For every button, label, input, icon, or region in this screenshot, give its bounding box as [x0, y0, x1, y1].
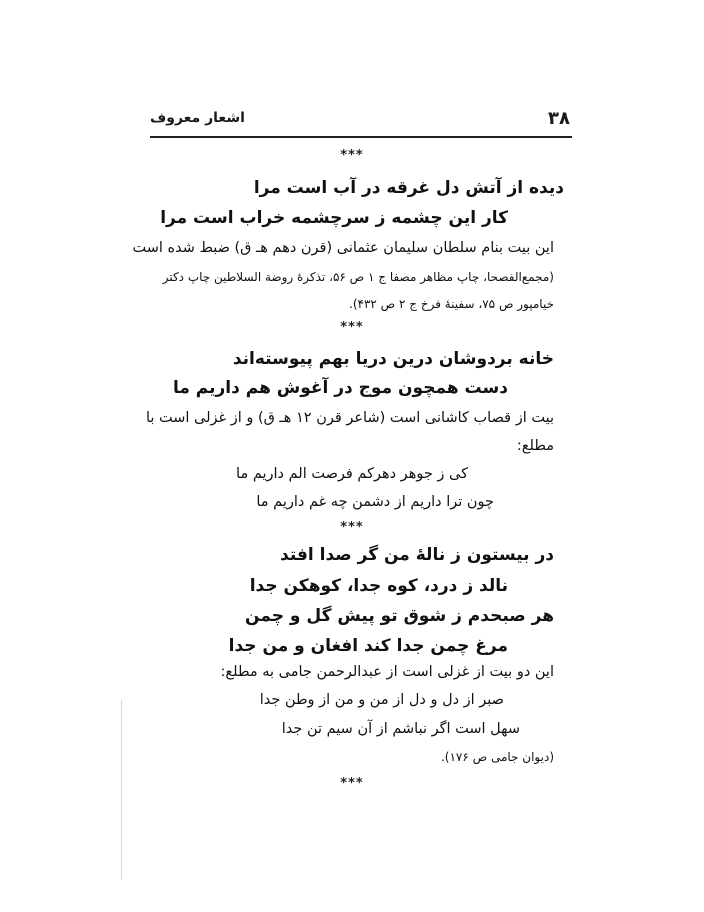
- quoted-line: کی ز جوهر دهرکم فرصت الم داریم ما: [236, 466, 468, 482]
- page-header: [150, 108, 570, 136]
- verse-line: کار این چشمه ز سرچشمه خراب است مرا: [160, 208, 508, 228]
- verse-line: نالد ز درد، کوه جدا، کوهکن جدا: [249, 576, 508, 596]
- verse-line: دیده از آتش دل غرقه در آب است مرا: [253, 178, 564, 198]
- running-title: اشعار معروف: [150, 110, 245, 126]
- header-rule: [150, 136, 572, 138]
- quoted-line: سهل است اگر نباشم از آن سیم تن جدا: [281, 721, 520, 737]
- verse-line: دست همچون موج در آغوش هم داریم ما: [172, 378, 508, 398]
- commentary-line: این بیت بنام سلطان سلیمان عثمانی (قرن دهم هـ ق) ضبط شده است: [132, 240, 554, 256]
- commentary-line: مطلع:: [516, 438, 554, 454]
- verse-line: مرغ چمن جدا کند افغان و من جدا: [228, 636, 508, 656]
- verse-line: در بیستون ز نالهٔ من گر صدا افتد: [280, 545, 554, 565]
- commentary-line: این دو بیت از غزلی است از عبدالرحمن جامی به مطلع:: [220, 664, 554, 680]
- commentary-line: (مجمع‌الفصحا، چاپ مظاهر مصفا ج ۱ ص ۵۶، تذکرهٔ روضة السلاطین چاپ دکتر: [162, 270, 554, 284]
- section-separator: ***: [340, 520, 364, 535]
- source-citation: (دیوان جامی ص ۱۷۶).: [440, 750, 554, 764]
- commentary-line: خیامپور ص ۷۵، سفینهٔ فرخ ج ۲ ص ۴۳۲).: [349, 297, 554, 311]
- section-separator: ***: [340, 320, 364, 335]
- page-number: ۳۸: [548, 108, 570, 129]
- section-separator: ***: [340, 148, 364, 163]
- verse-line: خانه بردوشان درین دریا بهم پیوسته‌اند: [232, 349, 554, 369]
- commentary-line: بیت از قصاب کاشانی است (شاعر قرن ۱۲ هـ ق) و از غزلی است با: [145, 410, 554, 426]
- quoted-line: چون ترا داریم از دشمن چه غم داریم ما: [256, 494, 494, 510]
- verse-line: هر صبحدم ز شوق تو پیش گل و چمن: [245, 606, 554, 626]
- section-separator: ***: [340, 776, 364, 791]
- quoted-line: صبر از دل و دل از من و من از وطن جدا: [259, 692, 504, 708]
